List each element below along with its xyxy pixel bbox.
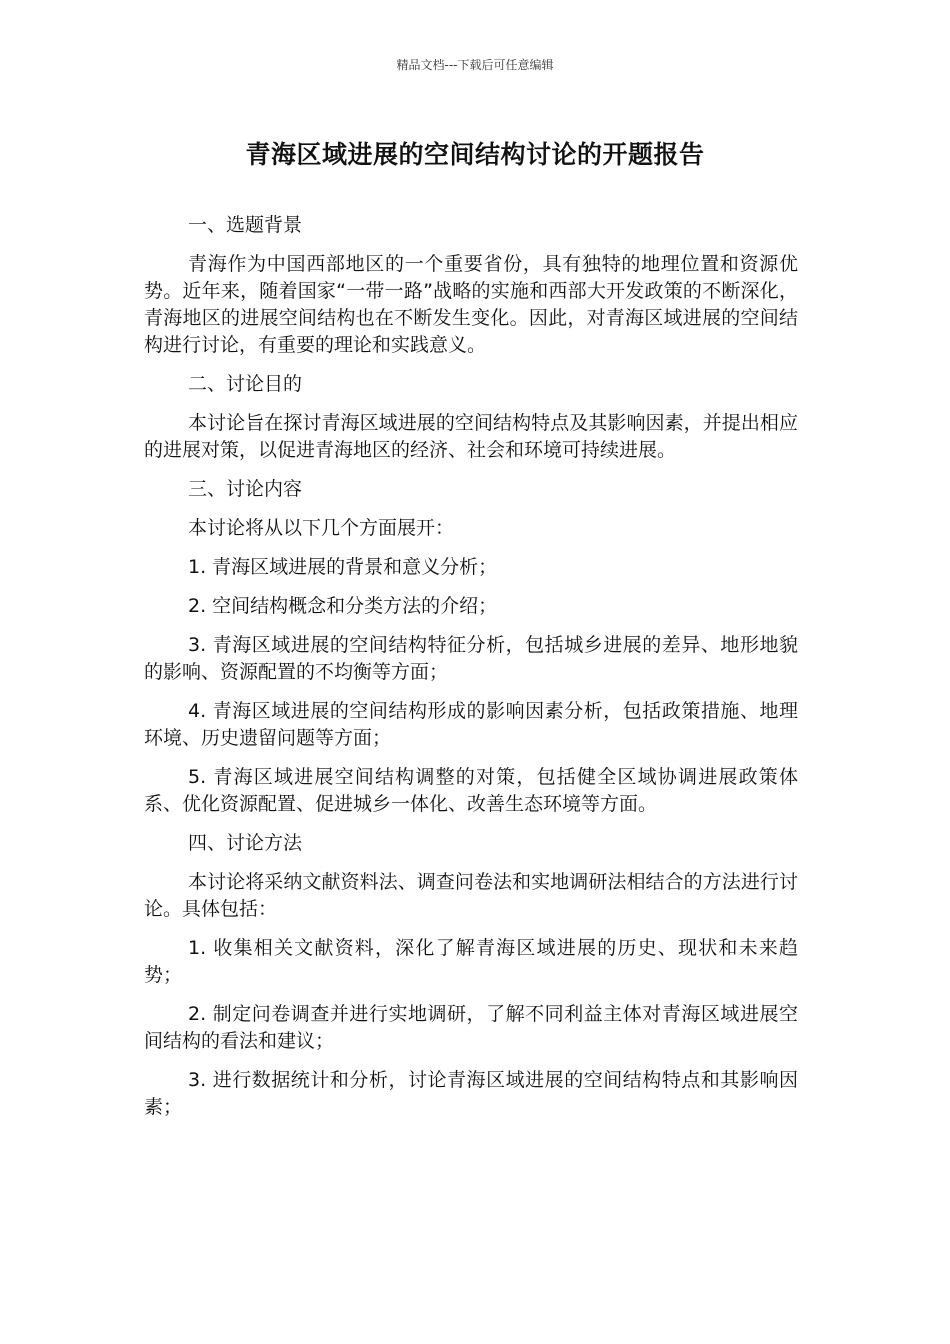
section-heading-background: 一、选题背景 [188,214,303,236]
paragraph-method-intro: 本讨论将采纳文献资料法、调查问卷法和实地调研法相结合的方法进行讨论。具体包括： [144,871,798,920]
list-item: 5. 青海区域进展空间结构调整的对策，包括健全区域协调进展政策体系、优化资源配置、促进城乡一体化、改善生态环境等方面。 [144,766,798,815]
section-heading-purpose: 二、讨论目的 [188,373,303,395]
paragraph-background: 青海作为中国西部地区的一个重要省份，具有独特的地理位置和资源优势。近年来，随着国家“一带一路”战略的实施和西部大开发政策的不断深化，青海地区的进展空间结构也在不断发生变化。因此，对青海区域进展的空间结构进行讨论，有重要的理论和实践意义。 [144,253,798,356]
section-heading-method: 四、讨论方法 [188,832,303,854]
paragraph-purpose: 本讨论旨在探讨青海区域进展的空间结构特点及其影响因素，并提出相应的进展对策，以促进青海地区的经济、社会和环境可持续进展。 [144,412,798,461]
document-title: 青海区域进展的空间结构讨论的开题报告 [245,140,705,169]
paragraph-content-intro: 本讨论将从以下几个方面展开： [188,517,455,539]
list-item: 3. 进行数据统计和分析，讨论青海区域进展的空间结构特点和其影响因素； [144,1069,798,1118]
document-body [144,212,798,1133]
list-item: 2. 空间结构概念和分类方法的介绍； [188,595,498,617]
list-item: 2. 制定问卷调查并进行实地调研，了解不同利益主体对青海区域进展空间结构的看法和建议； [144,1003,798,1052]
list-item: 3. 青海区域进展的空间结构特征分析，包括城乡进展的差异、地形地貌的影响、资源配置的不均衡等方面； [144,634,798,683]
list-item: 4. 青海区域进展的空间结构形成的影响因素分析，包括政策措施、地理环境、历史遗留问题等方面； [144,700,798,749]
section-heading-content: 三、讨论内容 [188,478,303,500]
list-item: 1. 青海区域进展的背景和意义分析； [188,556,498,578]
header-note: 精品文档---下载后可任意编辑 [396,58,554,72]
list-item: 1. 收集相关文献资料，深化了解青海区域进展的历史、现状和未来趋势； [144,937,798,986]
